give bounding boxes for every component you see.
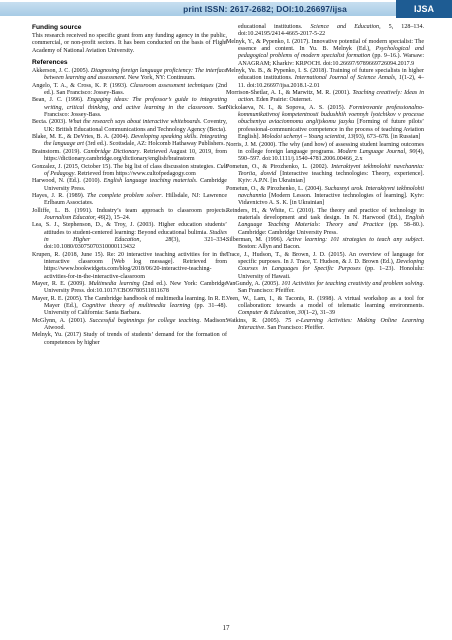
reference-item	[226, 142, 424, 164]
reference-title: English Language Teaching Materials: Theory and Practice	[238, 214, 424, 229]
reference-title: 75 e-Learning Activities: Making Online Learning Interactive	[238, 317, 424, 332]
reference-text: Morrison-Shetlar, A. I., & Marwitz, M. R. (2001).	[226, 90, 353, 97]
reference-text: Watkins, R. (2005).	[226, 317, 286, 324]
reference-text: Lea, S. J., Stephenson, D., & Troy, J. (2003). Higher education students’ attitudes to student-centered learning: Beyond educational bulimia.	[32, 222, 227, 236]
reference-text: (4), 590–597. doi:10.1111/j.1540-4781.2006.00466_2.x	[238, 148, 425, 163]
reference-title: Modern Language Journal, 90	[337, 148, 416, 155]
reference-text: Gonzalez, J. (2015, October 15). The big list of class discussion strategies.	[32, 163, 217, 170]
reference-title: What the research says about interactive whiteboards	[68, 119, 201, 126]
reference-item	[226, 281, 424, 296]
reference-item	[226, 318, 424, 333]
reference-text: (pp. 1–23). Honolulu: University of Hawaii.	[238, 266, 424, 280]
reference-title: International Journal of Science Annals, 1	[294, 75, 402, 82]
reference-text: educational institutions.	[238, 24, 311, 30]
reference-text: Nickolaeva, N. I., & Sopova, A. S. (2015).	[226, 104, 350, 111]
reference-item	[32, 208, 227, 223]
reference-text: Brainstorm. (2019).	[32, 148, 84, 155]
reference-text: Harwood, N. (Ed.). (2010).	[32, 178, 104, 185]
reference-text: [Forming of future pilots’ professional-communicative competence in the process of teaching Aviation English].	[238, 119, 424, 141]
reference-text: . San Francisco: Jossey-Bass.	[44, 104, 227, 119]
reference-text: Melnyk, Yu. B., & Pypenko, I. S. (2018). Training of future specialists in higher education institutions.	[226, 68, 424, 82]
issn-doi-line: print ISSN: 2617-2682; DOI:10.26697/ijsa	[183, 4, 347, 14]
reference-title: English language teaching materials	[103, 178, 197, 185]
reference-item	[32, 332, 227, 347]
reference-item	[226, 237, 424, 252]
reference-text: Trace, J., Hudson, T., & Brown, J. D. (2015). An overview of language for specific purposes. In J. Trace, T. Hudson, & J. D. Brown (Ed.),	[226, 251, 424, 265]
reference-title: The complete problem solver	[87, 192, 162, 199]
reference-text: (93), 673–678. [in Russian]	[353, 134, 421, 141]
reference-text: (1-2), 4–11. doi:10.26697/ijsa.2018.1-2.01	[238, 75, 424, 89]
funding-text: This research received no specific grant from any funding agency in the public, commercial, or non-profit sectors. It has been conducted on the basis of Flight Academy of National Aviation University.	[32, 33, 227, 54]
reference-text: . Boston: Allyn and Bacon.	[238, 236, 424, 251]
reference-item	[226, 252, 424, 281]
reference-item	[32, 119, 227, 134]
reference-text: , 5, 128–134. doi:10.24195/2414-4665-2017-5-22	[238, 24, 424, 38]
reference-text: Angelo, T. A., & Cross, K. P. (1993).	[32, 82, 130, 89]
reference-text: Melnyk, Y., & Pypenko, I. (2017). Innovative potential of modern specialist: The essence and content. In Yu. B. Melnyk (Ed.),	[226, 38, 424, 53]
reference-item	[32, 83, 227, 98]
journal-badge: IJSA	[396, 0, 452, 18]
reference-text: (3rd ed.). Scottsdale, AZ: Holcomb Hathaway Publishers.	[83, 141, 225, 148]
reference-text: McGlynn, A. (2001).	[32, 317, 90, 324]
reference-item	[226, 24, 424, 39]
reference-text: . San Francisco: Pfeiffer.	[238, 281, 424, 295]
reference-text: (2nd ed.). New York: Cambridge University Press. doi:10.1017/CBO9780511811678	[44, 281, 228, 295]
funding-heading: Funding source	[32, 24, 82, 31]
reference-item	[226, 39, 424, 68]
reference-text: Mayer, R. E. (2009).	[32, 281, 89, 287]
reference-item	[32, 68, 227, 83]
reference-text: (2nd ed.). San Francisco: Jossey-Bass.	[44, 82, 227, 97]
reference-list-right	[226, 24, 424, 332]
reference-text: . New York, NY: Continuum.	[124, 75, 196, 82]
page-number: 17	[222, 624, 230, 632]
reference-title: Interaktyvni tekhnolohii navchannia: Teoriia, dosvid	[238, 163, 424, 177]
reference-title: Studies in Higher Education, 28	[44, 229, 227, 243]
reference-item	[32, 97, 227, 119]
reference-item	[32, 164, 227, 179]
reference-title: Engaging ideas: The professor’s guide to integrating writing, critical thinking, and active learning in the classroom	[44, 97, 227, 111]
reference-item	[32, 252, 227, 281]
reference-item	[32, 296, 227, 318]
reference-text: Pometun, O., & Pirozhenko, L. (2002).	[226, 163, 332, 170]
reference-text: . Cambridge University Press.	[44, 178, 227, 192]
reference-text: [Interactive teaching technologies: Theory, experience]. Kyiv: A.P.N. [in Ukrainian]	[238, 170, 424, 185]
reference-title: Molodoi uchenyi – Young scientist, 13	[261, 134, 354, 141]
reference-text: (3), 321–334. doi:10.1080/03075070310000113432	[44, 236, 227, 251]
references-heading: References	[32, 59, 68, 67]
reference-item	[32, 134, 227, 149]
page-header	[0, 0, 452, 18]
reference-text: (pp. 9–16.). Warsaw: ANAGRAM; Kharkiv: KRPOCH. doi:10.26697/9789669726094.2017.9	[238, 53, 424, 67]
reference-text: Veen, W., Lam, I., & Taconis, R. (1998). A virtual workshop as a tool for collaboration: towards a model of telematic learning environments.	[226, 295, 424, 310]
reference-title: Diagnosing foreign language proficiency: The interface between learning and assessment	[44, 68, 227, 82]
reference-item	[226, 208, 424, 237]
reference-text: Hayes, J. R. (1989).	[32, 192, 88, 199]
reference-text: . Hillsdale, NJ: Lawrence Erlbaum Associates.	[44, 192, 228, 207]
reference-item	[226, 164, 424, 186]
reference-text: (1–2), 31–39	[303, 310, 336, 317]
reference-title: Science and Education	[310, 24, 380, 30]
reference-text: Melnyk, Yu. (2017) Study of trends of students’ demand for the formation of competences by higher	[32, 332, 227, 346]
reference-title: Multimedia learning	[88, 281, 140, 287]
reference-title: Cult of Pedagogy	[44, 163, 227, 177]
reference-title: Classroom assessment techniques	[129, 82, 214, 89]
reference-item	[32, 193, 227, 208]
reference-title: Cambridge Dictionary	[83, 148, 140, 155]
reference-text: (pp. 58–80.). Cambridge: Cambridge University Press.	[238, 222, 424, 236]
reference-text: Pometun, O., & Pirozhenko, L. (2004).	[226, 185, 325, 192]
reference-text: Mayer, R. E. (2005). The Cambridge handbook of multimedia learning. In R. E. Mayer (Ed.),	[32, 295, 227, 310]
reference-text: [Modern Lesson. Interactive technologies of learning]. Kyiv: Vidavnictvo A. S. K. [in Ukrainian]	[238, 192, 424, 207]
reference-text: Norris, J. M. (2000). The why (and how) of assessing student learning outcomes in college foreign language programs.	[226, 141, 424, 155]
reference-title: Formirovanie professionalno-kommunikativnoj kompetentnosti budushhih voennyh lyotchikov v processe obucheniya aviacionnomu anglijskomu jazyku	[238, 104, 424, 126]
reference-text: Blake, M. E., & DeVries, B. A. (2004).	[32, 134, 131, 141]
reference-item	[32, 318, 227, 333]
right-column	[226, 24, 424, 332]
reference-item	[226, 105, 424, 142]
reference-text: Reinders, H., & White, C. (2010). The theory and practice of technology in materials development and task design. In N. Harwood (Ed.),	[226, 207, 424, 221]
reference-title: Computer & Education, 30	[238, 310, 304, 317]
reference-title: Cognitive theory of multimedia learning	[82, 303, 191, 310]
reference-title: Successful beginnings for college teaching	[89, 317, 200, 324]
reference-text: Silberman, M. (1996).	[226, 236, 287, 243]
reference-text: . Madison: Atwood.	[44, 317, 227, 332]
reference-item	[32, 149, 227, 164]
reference-title: Suchasnyi urok. Interaktyvni tekhnolohii navchannia	[238, 185, 424, 199]
reference-text: Jolliffe, L. B. (1991). Industry’s team approach to classroom projects.	[32, 207, 227, 214]
reference-item	[32, 178, 227, 193]
reference-item	[226, 186, 424, 208]
reference-item	[226, 90, 424, 105]
reference-title: 101 Activities for teaching creativity and problem solving	[281, 281, 423, 288]
reference-text: Becta. (2003).	[32, 119, 69, 126]
reference-text: . Eden Prairie: Outernet.	[253, 97, 313, 104]
reference-title: Psychological and pedagogical problems of modern specialist formation	[238, 46, 424, 60]
reference-text: (2), 15–24.	[103, 214, 131, 221]
reference-title: Journalism Educator, 46	[44, 214, 104, 221]
reference-text: . Retrieved August 10, 2019, from https://dictionary.cambridge.org/dictionary/english/brainstorm	[44, 148, 227, 163]
reference-item	[32, 222, 227, 251]
reference-list-left	[32, 68, 227, 347]
reference-item	[226, 296, 424, 318]
reference-title: Active learning: 101 strategies to teach any subject	[286, 236, 423, 243]
reference-text: . Retrieved from https://www.cultofpedagogy.com	[74, 170, 196, 177]
reference-text: Akkerson, J. C. (2005).	[32, 68, 91, 75]
reference-text: VanGundy, A. (2005).	[226, 281, 282, 288]
reference-text: (pp. 31–48). University of California: Santa Barbara.	[44, 303, 227, 317]
reference-title: Teaching creatively: Ideas in action	[238, 90, 424, 104]
reference-text: Krupen, R. (2018, June 15). Re: 20 interactive teaching activities for in the interactive classroom [Web log message]. Retrieved from https://www.bookwidgets.com/blog/2018/06/20-interactive-teaching-activities-for-in-the-interactive-classroom	[32, 251, 227, 280]
reference-item	[32, 281, 227, 296]
reference-text: . Coventry, UK: British Educational Communications and Technology Agency (Becta).	[44, 119, 227, 133]
left-column	[32, 24, 227, 347]
reference-text: Bean, J. C. (1996).	[32, 97, 88, 104]
reference-title: Developing Courses in Languages for Specific Purposes	[238, 259, 424, 273]
reference-item	[226, 68, 424, 90]
reference-title: Developing speaking skills. Integrating the language art	[44, 134, 227, 148]
reference-text: . San Francisco: Pfeiffer.	[264, 325, 325, 332]
